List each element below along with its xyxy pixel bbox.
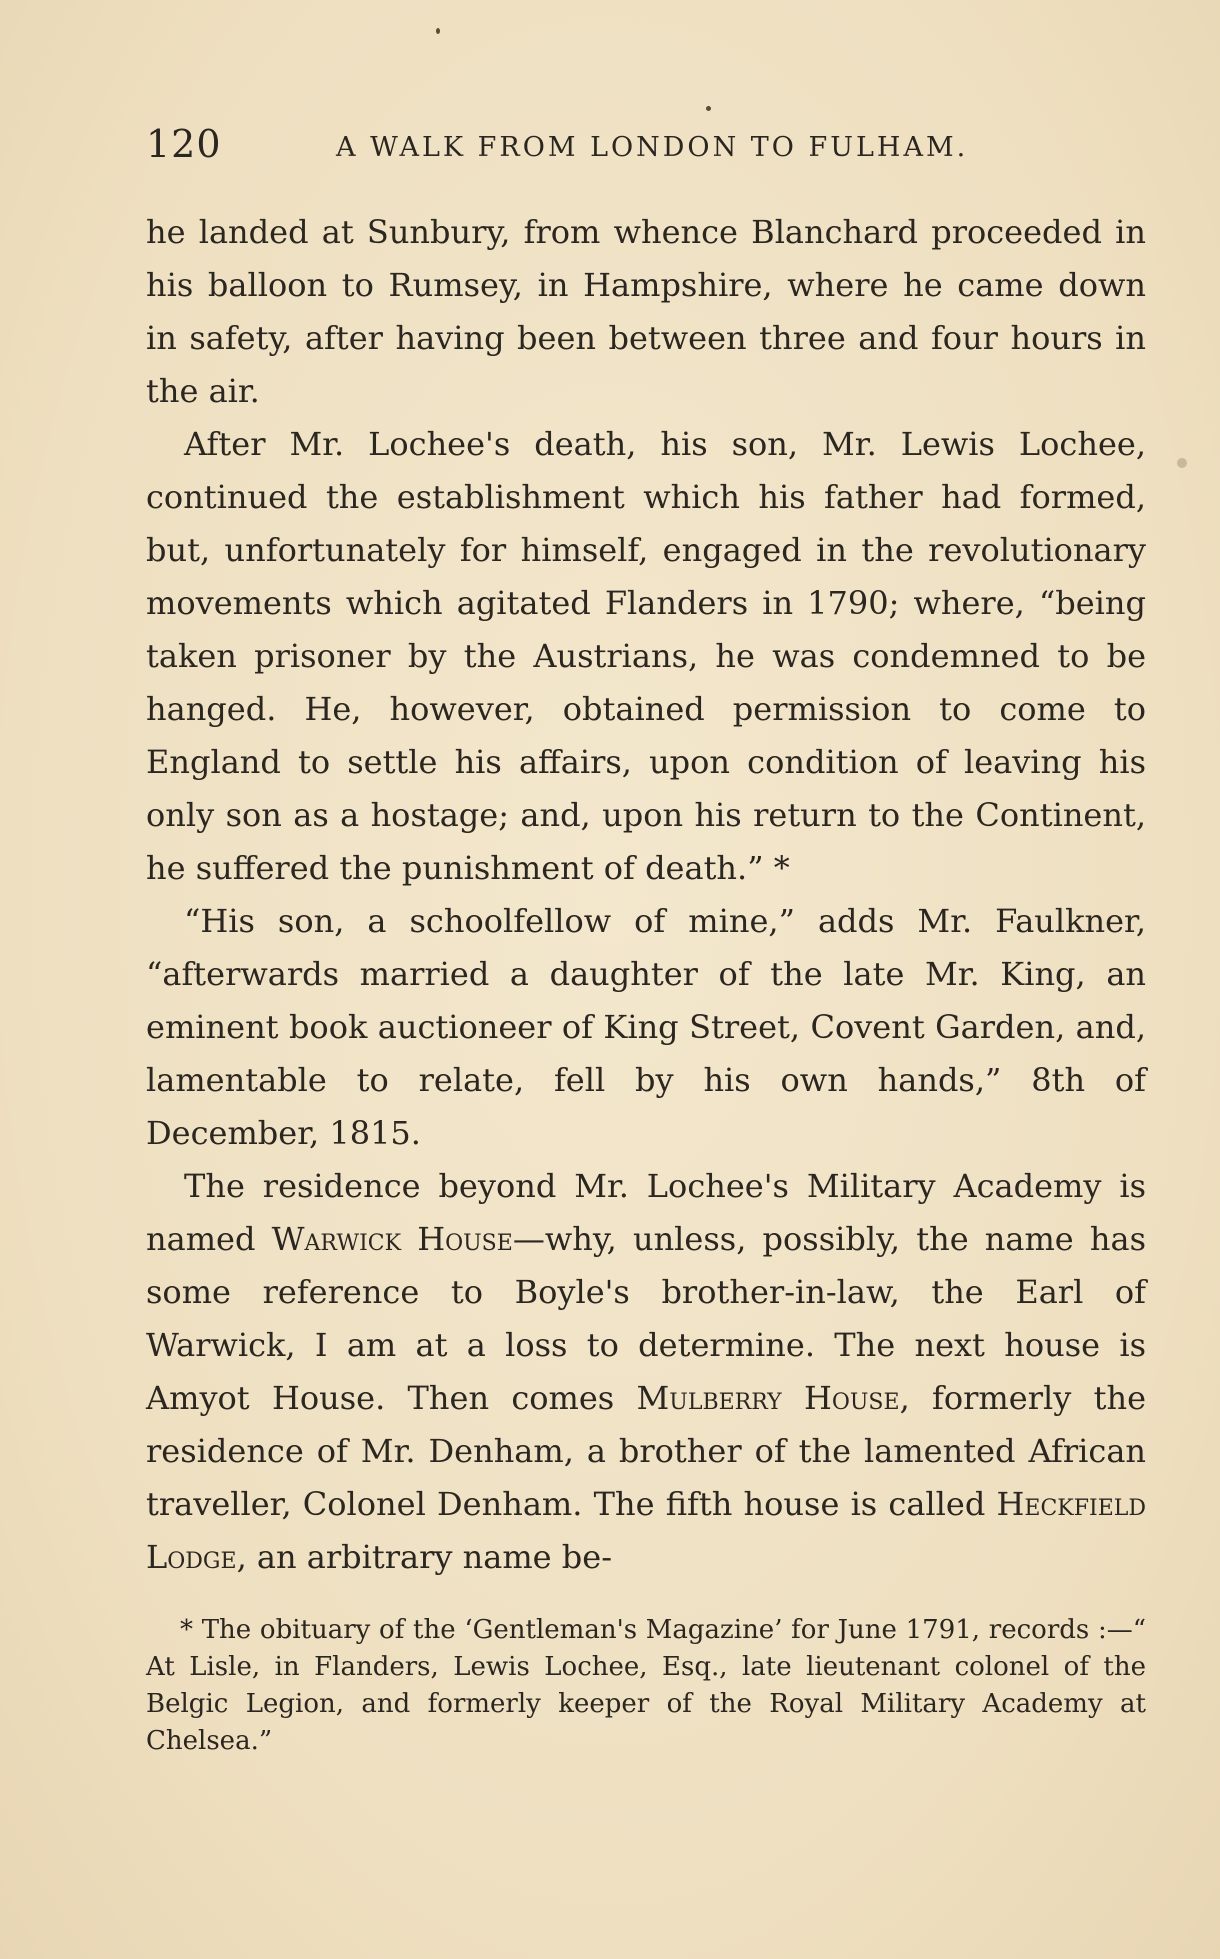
paragraph: he landed at Sunbury, from whence Blanchard proceeded in his balloon to Rumsey, in Hampshire, where he came down in safety, after having been between three and four hours in the air. [146,213,1146,410]
footnotes [146,1612,1146,1760]
paragraph-text: , formerly the residence of Mr. Denham, a brother of the lamented African traveller, Colonel Denham. The fifth house is called [146,1379,1147,1523]
house-name-mulberry: Mulberry House [636,1379,900,1417]
ink-speck [706,106,711,111]
paragraph-text: The residence beyond Mr. Lochee's Military Academy is named [146,1167,1146,1258]
footnote: * The obituary of the ‘Gentleman's Magazine’ for June 1791, records :—“ At Lisle, in Flanders, Lewis Lochee, Esq., late lieutenant colonel of the Belgic Legion, and formerly keeper of the Royal Military Academy at Chelsea.” [146,1615,1146,1756]
paragraph: After Mr. Lochee's death, his son, Mr. Lewis Lochee, continued the establishment which his father had formed, but, unfortunately for himself, engaged in the revolutionary movements which agitated Flanders in 1790; where, “being taken prisoner by the Austrians, he was condemned to be hanged. He, however, obtained permission to come to England to settle his affairs, upon condition of leaving his only son as a hostage; and, upon his return to the Continent, he suffered the punishment of death.” * [146,425,1146,887]
ink-speck [1177,458,1187,468]
body-text [146,206,1146,1584]
paragraph: “His son, a schoolfellow of mine,” adds Mr. Faulkner, “afterwards married a daughter of the late Mr. King, an eminent book auctioneer of King Street, Covent Garden, and, lamentable to relate, fell by his own hands,” 8th of December, 1815. [146,902,1146,1152]
paragraph-text: —why, unless, possibly, the name has some reference to Boyle's brother-in-law, the Earl of Warwick, I am at a loss to determine. The next house is Amyot House. Then comes [146,1220,1147,1417]
ink-speck [436,28,440,34]
paragraph [146,1160,1146,1584]
page-number: 120 [146,122,222,166]
running-title: A WALK FROM LONDON TO FULHAM. [336,132,969,163]
page-header [146,122,1146,182]
house-name-heckfield: Heckfield Lodge [146,1485,1146,1576]
paragraph-text: , an arbitrary name be- [236,1538,613,1576]
house-name-warwick: Warwick House [271,1220,513,1258]
